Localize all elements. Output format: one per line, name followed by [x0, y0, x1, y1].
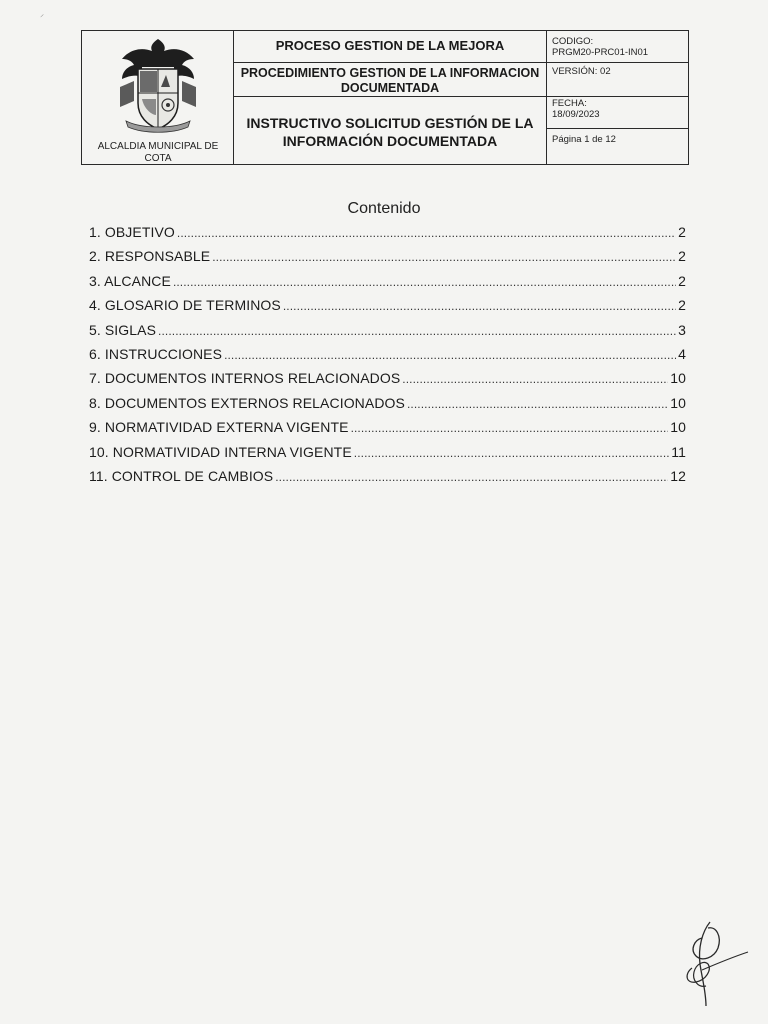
toc-leader-dots: [212, 250, 676, 264]
code-value: PRGM20-PRC01-IN01: [552, 47, 649, 58]
toc-item-label: 4. GLOSARIO DE TERMINOS: [89, 297, 281, 314]
toc-item-normatividad-interna[interactable]: [89, 444, 686, 468]
toc-item-page: 2: [678, 297, 686, 314]
toc-item-page: 3: [678, 321, 686, 338]
handwritten-signature-icon: [672, 918, 752, 1010]
toc-item-alcance[interactable]: [89, 273, 686, 297]
date-value: 18/09/2023: [552, 109, 600, 120]
toc-item-glosario[interactable]: [89, 297, 686, 321]
toc-item-page: 11: [671, 443, 686, 460]
date-block: [552, 98, 600, 120]
page-info: Página 1 de 12: [552, 134, 616, 145]
toc-item-label: 9. NORMATIVIDAD EXTERNA VIGENTE: [89, 419, 349, 436]
version-label: VERSIÓN: 02: [552, 66, 611, 77]
toc-leader-dots: [351, 421, 669, 435]
toc-leader-dots: [173, 275, 676, 289]
document-title: INSTRUCTIVO SOLICITUD GESTIÓN DE LA INFORMACIÓN DOCUMENTADA: [246, 115, 534, 149]
toc-item-siglas[interactable]: [89, 322, 686, 346]
procedure-name: PROCEDIMIENTO GESTION DE LA INFORMACION DOCUMENTADA: [240, 66, 540, 95]
toc-item-label: 3. ALCANCE: [89, 272, 171, 289]
toc-leader-dots: [177, 226, 676, 240]
table-of-contents: [89, 224, 686, 492]
toc-item-page: 2: [678, 248, 686, 265]
toc-item-label: 6. INSTRUCCIONES: [89, 345, 223, 362]
toc-item-objetivo[interactable]: [89, 224, 686, 248]
municipal-coat-of-arms-icon: [112, 37, 204, 137]
date-label: FECHA:: [552, 98, 587, 109]
toc-leader-dots: [224, 348, 676, 362]
toc-item-page: 4: [678, 345, 686, 362]
toc-item-label: 7. DOCUMENTOS INTERNOS RELACIONADOS: [89, 370, 401, 387]
toc-item-instrucciones[interactable]: [89, 346, 686, 370]
document-header-table: [81, 30, 689, 165]
toc-item-page: 2: [678, 224, 686, 240]
toc-item-page: 2: [678, 272, 686, 289]
toc-item-page: 12: [670, 467, 686, 484]
toc-item-label: 11. CONTROL DE CAMBIOS: [89, 467, 274, 484]
toc-leader-dots: [158, 324, 676, 338]
toc-item-responsable[interactable]: [89, 248, 686, 272]
scan-speck: ⸍: [40, 13, 44, 22]
logo-cell: [82, 31, 233, 164]
process-name: PROCESO GESTION DE LA MEJORA: [275, 38, 505, 53]
toc-item-documentos-externos[interactable]: [89, 395, 686, 419]
toc-item-page: 10: [670, 370, 686, 387]
toc-item-label: 10. NORMATIVIDAD INTERNA VIGENTE: [89, 443, 352, 460]
toc-item-label: 5. SIGLAS: [89, 321, 157, 338]
toc-item-label: 8. DOCUMENTOS EXTERNOS RELACIONADOS: [89, 394, 405, 411]
toc-item-page: 10: [670, 394, 686, 411]
toc-leader-dots: [402, 372, 668, 386]
entity-name: ALCALDIA MUNICIPAL DE COTA: [97, 141, 219, 164]
toc-item-documentos-internos[interactable]: [89, 370, 686, 394]
toc-item-normatividad-externa[interactable]: [89, 419, 686, 443]
toc-leader-dots: [407, 397, 668, 411]
toc-leader-dots: [354, 446, 670, 460]
code-label: CODIGO:: [552, 36, 594, 47]
toc-item-page: 10: [670, 419, 686, 436]
toc-item-control-cambios[interactable]: [89, 468, 686, 492]
toc-leader-dots: [275, 470, 668, 484]
toc-leader-dots: [283, 299, 676, 313]
toc-title: Contenido: [347, 200, 421, 217]
toc-item-label: 1. OBJETIVO: [89, 224, 175, 240]
code-block: [552, 36, 648, 58]
toc-item-label: 2. RESPONSABLE: [89, 248, 211, 265]
